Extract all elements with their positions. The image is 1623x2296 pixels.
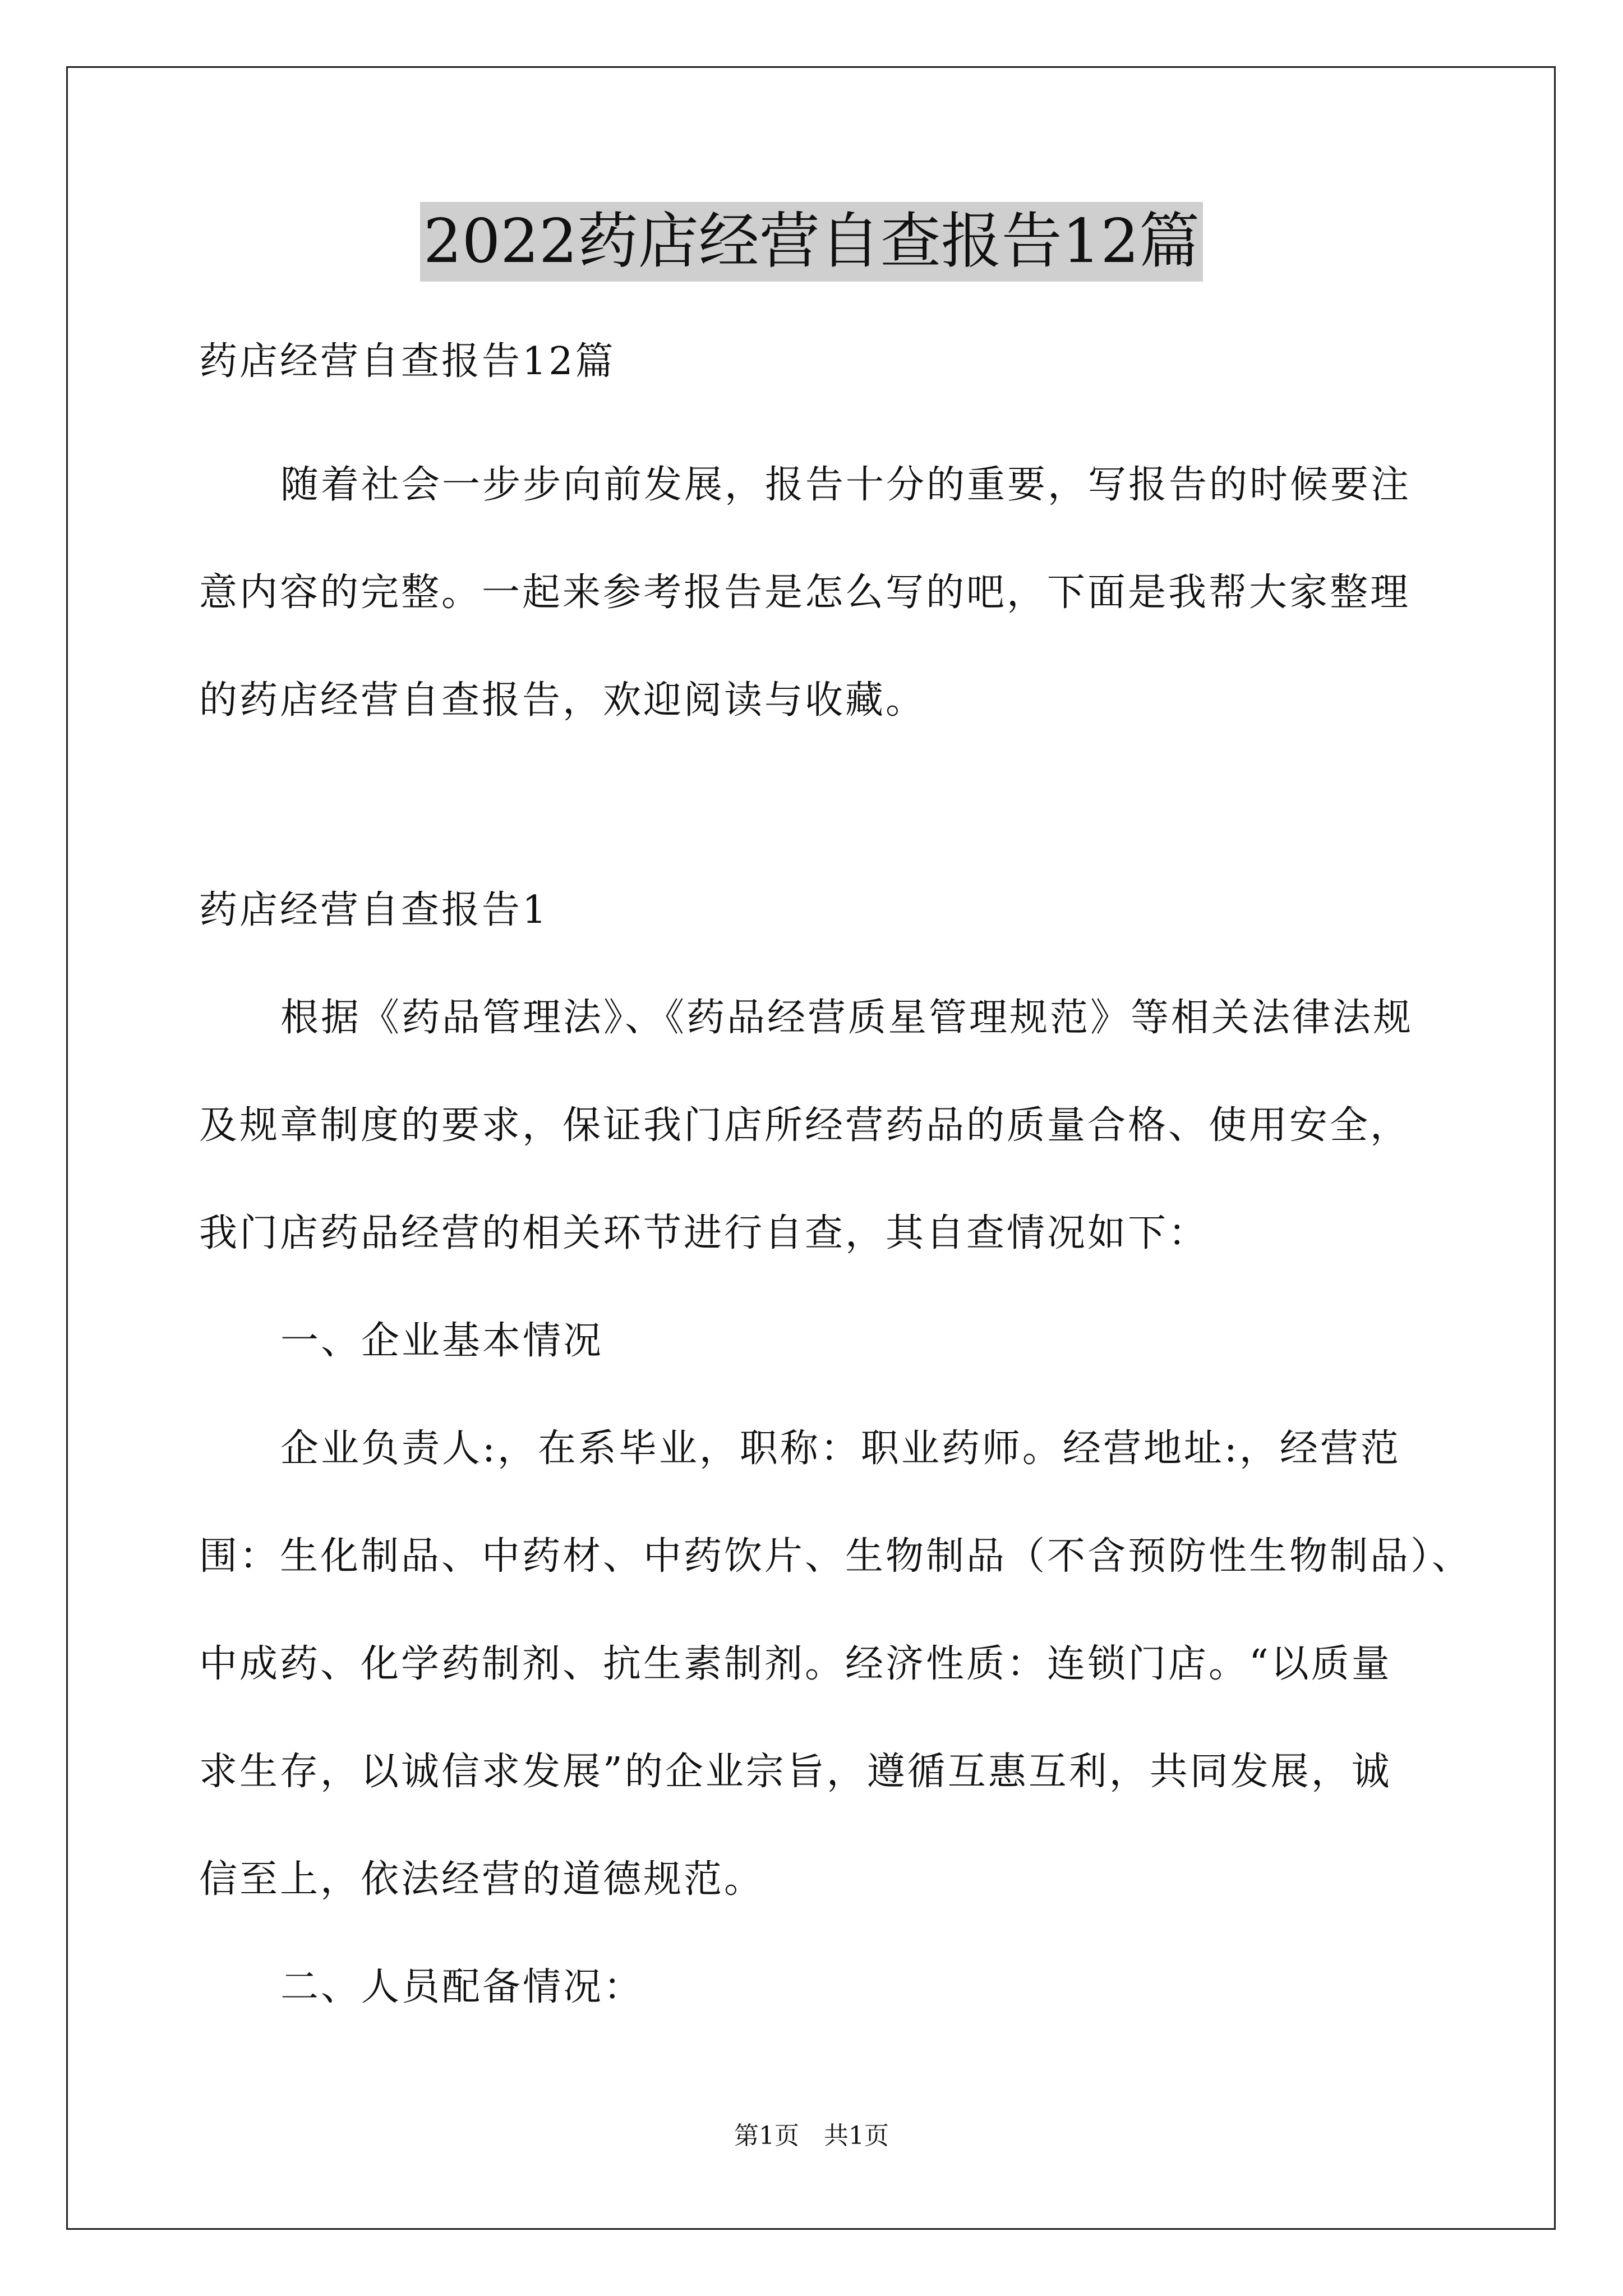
subsection-heading: 一、企业基本情况	[280, 1319, 604, 1363]
paragraph-line: 围：生化制品、中药材、中药饮片、生物制品（不含预防性生物制品）、	[199, 1534, 1473, 1579]
paragraph-line: 求生存，以诚信求发展”的企业宗旨，遵循互惠互利，共同发展，诚	[199, 1750, 1392, 1794]
page-footer: 第1页 共1页	[734, 2122, 889, 2150]
title-wrap	[0, 202, 1623, 282]
document-title: 2022药店经营自查报告12篇	[420, 202, 1203, 282]
paragraph-line: 意内容的完整。一起来参考报告是怎么写的吧，下面是我帮大家整理	[199, 570, 1411, 615]
paragraph-line: 及规章制度的要求，保证我门店所经营药品的质量合格、使用安全，	[199, 1103, 1411, 1148]
subsection-heading: 二、人员配备情况：	[280, 1965, 644, 2009]
paragraph-line: 随着社会一步步向前发展，报告十分的重要，写报告的时候要注	[280, 463, 1412, 507]
paragraph-line: 的药店经营自查报告，欢迎阅读与收藏。	[199, 678, 926, 723]
paragraph-line: 信至上，依法经营的道德规范。	[199, 1857, 765, 1902]
paragraph-line: 我门店药品经营的相关环节进行自查，其自查情况如下：	[199, 1211, 1209, 1255]
paragraph-line: 根据《药品管理法》、《药品经营质星管理规范》等相关法律法规	[280, 996, 1414, 1040]
paragraph-line: 中成药、化学药制剂、抗生素制剂。经济性质：连锁门店。“以质量	[199, 1642, 1392, 1686]
subtitle-line: 药店经营自查报告12篇	[199, 339, 616, 384]
paragraph-line: 企业负责人:，在系毕业，职称：职业药师。经营地址:，经营范	[280, 1427, 1401, 1471]
section-heading: 药店经营自查报告1	[199, 888, 549, 932]
